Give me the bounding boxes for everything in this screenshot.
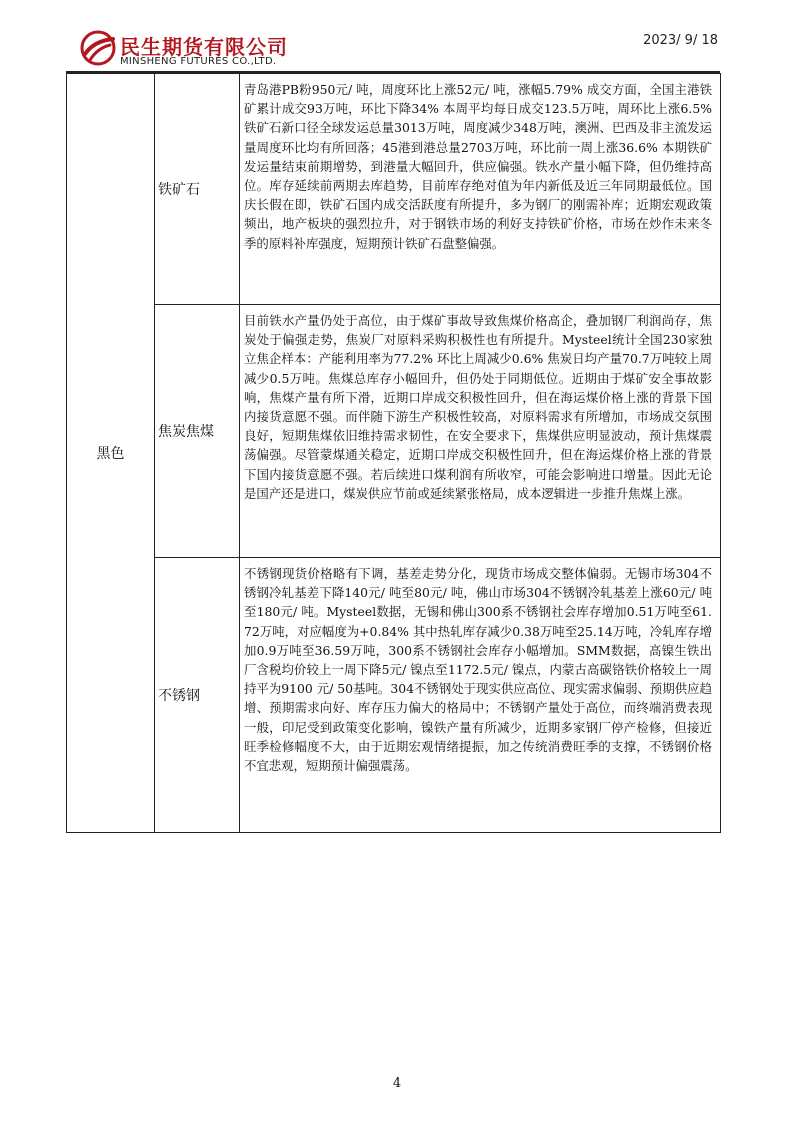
row-text-coke-coal: 目前铁水产量仍处于高位，由于煤矿事故导致焦煤价格高企，叠加钢厂利润尚存，焦炭处于偏强走势，焦炭厂对原料采购积极性也有所提升。Mysteel统计全国230家独立焦企样本：产能利用率为77.2% 环比上周减少0.6% 焦炭日均产量70.7万吨较上周减少0.5万吨。焦煤总库存小幅回升，但仍处于同期低位。近期由于煤矿安全事故影响，焦煤产量有所下滑，近期口岸成交积极性回升，但在海运煤价格上涨的背景下国内接货意愿不强。而伴随下游生产积极性较高，对原料需求有所增加，市场成交氛围良好，短期焦煤依旧维持需求韧性，在安全要求下，焦煤供应明显波动，预计焦煤震荡偏强。尽管蒙煤通关稳定，近期口岸成交积极性回升，但在海运煤价格上涨的背景下国内接货意愿不强。若后续进口煤利润有所收窄，可能会影响进口增量。因此无论是国产还是进口，煤炭供应节前或延续紧张格局，成本逻辑进一步推升焦煤上涨。 bbox=[240, 305, 721, 558]
page-header bbox=[0, 0, 794, 72]
table-row bbox=[67, 305, 721, 558]
minsheng-logo-icon bbox=[80, 30, 116, 66]
page-number: 4 bbox=[392, 1076, 402, 1091]
row-text-iron-ore: 青岛港PB粉950元/ 吨，周度环比上涨52元/ 吨，涨幅5.79% 成交方面，全国主港铁矿累计成交93万吨，环比下降34% 本周平均每日成交123.5万吨，周环比上涨6.5% 铁矿石新口径全球发运总量3013万吨，周度减少348万吨，澳洲、巴西及非主流发运量周度环比均有所回落；45港到港总量2703万吨，环比前一周上涨36.6% 本期铁矿发运量结束前期增势，到港量大幅回升，供应偏强。铁水产量小幅下降，但仍维持高位。库存延续前两期去库趋势，目前库存绝对值为年内新低及近三年同期最低位。国庆长假在即，铁矿石国内成交活跃度有所提升，多为钢厂的刚需补库；近期宏观政策频出，地产板块的强烈拉升，对于钢铁市场的利好支持铁矿价格，市场在炒作未来冬季的原料补库强度，短期预计铁矿石盘整偏强。 bbox=[240, 74, 721, 305]
table-row bbox=[67, 558, 721, 833]
row-label-stainless-steel: 不锈钢 bbox=[155, 558, 240, 833]
row-text-stainless-steel: 不锈钢现货价格略有下调，基差走势分化，现货市场成交整体偏弱。无锡市场304不锈钢冷轧基差下降140元/ 吨至80元/ 吨，佛山市场304不锈钢冷轧基差上涨60元/ 吨至180元/ 吨。Mysteel数据，无锡和佛山300系不锈钢社会库存增加0.51万吨至61.72万吨，对应幅度为+0.84% 其中热轧库存减少0.38万吨至25.14万吨，冷轧库存增加0.9万吨至36.59万吨，300系不锈钢社会库存小幅增加。SMM数据，高镍生铁出厂含税均价较上一周下降5元/ 镍点至1172.5元/ 镍点，内蒙古高碳铬铁价格较上一周持平为9100 元/ 50基吨。304不锈钢处于现实供应高位、现实需求偏弱、预期供应趋增、预期需求向好、库存压力偏大的格局中；不锈钢产量处于高位，而终端消费表现一般，印尼受到政策变化影响，镍铁产量有所减少，近期多家钢厂停产检修，但接近旺季检修幅度不大，由于近期宏观情绪提振，加之传统消费旺季的支撑，不锈钢价格不宜悲观，短期预计偏强震荡。 bbox=[240, 558, 721, 833]
row-label-coke-coal: 焦炭焦煤 bbox=[155, 305, 240, 558]
table-row bbox=[67, 74, 721, 305]
company-name-en: MINSHENG FUTURES CO.,LTD. bbox=[120, 56, 277, 67]
report-date: 2023/ 9/ 18 bbox=[643, 33, 718, 48]
commodity-table bbox=[66, 73, 721, 833]
category-cell: 黑色 bbox=[67, 74, 155, 833]
company-name-cn: 民生期货有限公司 bbox=[120, 35, 288, 59]
row-label-iron-ore: 铁矿石 bbox=[155, 74, 240, 305]
